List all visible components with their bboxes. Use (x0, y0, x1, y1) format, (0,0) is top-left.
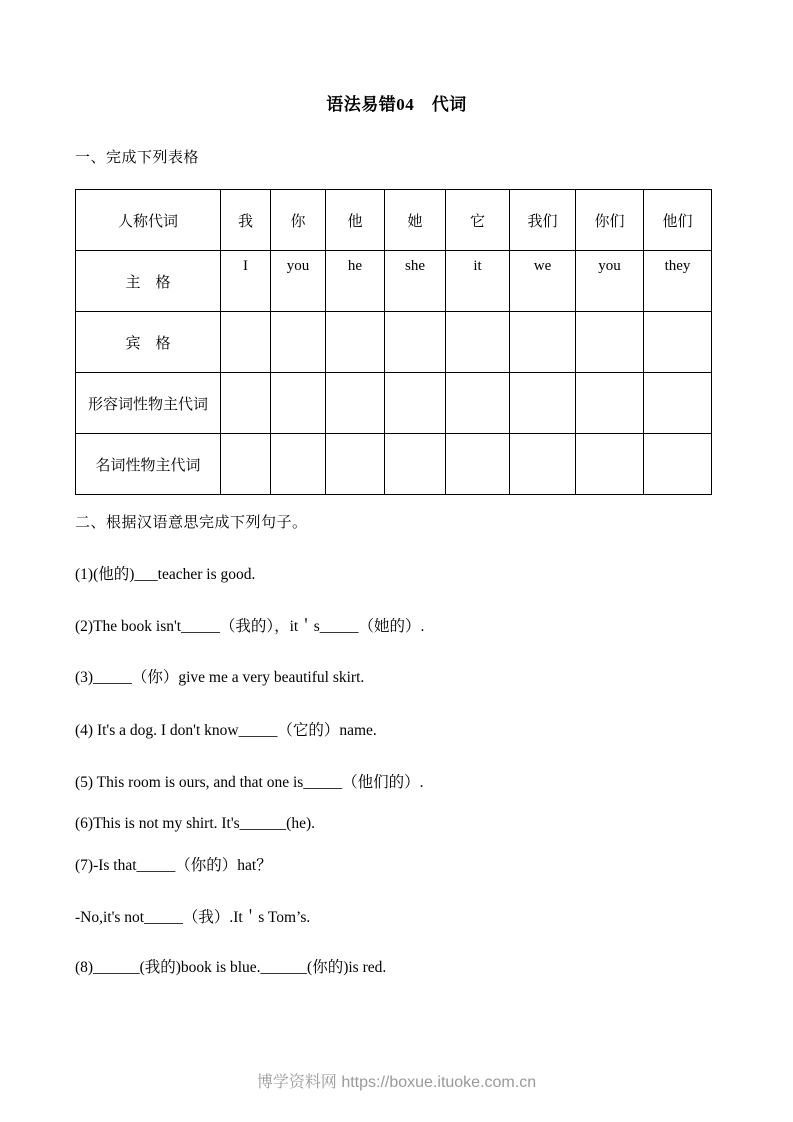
pronoun-table-body (76, 190, 712, 495)
question-line: (2)The book isn't_____（我的），it＇s_____（她的）. (75, 618, 425, 635)
page-title: 语法易错04 代词 (326, 95, 467, 114)
table-cell (510, 312, 576, 373)
table-cell (446, 434, 510, 495)
table-row (76, 251, 712, 312)
table-cell: she (385, 251, 446, 312)
table-cell (510, 434, 576, 495)
row-label-cell: 宾 格 (76, 312, 221, 373)
section-two-heading: 二、根据汉语意思完成下列句子。 (75, 514, 308, 531)
question-line: (1)(他的)___teacher is good. (75, 566, 256, 583)
header-cell-pronoun: 他 (326, 190, 385, 251)
table-cell (221, 434, 271, 495)
table-cell (326, 434, 385, 495)
table-cell (510, 373, 576, 434)
row-label-cell: 主 格 (76, 251, 221, 312)
table-cell (644, 312, 712, 373)
table-cell (326, 373, 385, 434)
table-cell (576, 312, 644, 373)
table-cell (385, 373, 446, 434)
table-cell (576, 434, 644, 495)
question-line: (6)This is not my shirt. It's______(he). (75, 815, 316, 832)
table-cell (644, 373, 712, 434)
table-cell (446, 312, 510, 373)
table-row (76, 312, 712, 373)
header-cell-pronoun: 你们 (576, 190, 644, 251)
header-cell-pronoun: 她 (385, 190, 446, 251)
table-cell (446, 373, 510, 434)
pronoun-table (75, 189, 712, 495)
table-cell (644, 434, 712, 495)
section-one-heading: 一、完成下列表格 (75, 149, 200, 166)
table-cell: they (644, 251, 712, 312)
row-label-cell: 形容词性物主代词 (76, 373, 221, 434)
table-header-row (76, 190, 712, 251)
table-cell: it (446, 251, 510, 312)
header-cell-pronoun: 他们 (644, 190, 712, 251)
table-cell (221, 312, 271, 373)
header-cell-pronoun: 我们 (510, 190, 576, 251)
table-cell (271, 312, 326, 373)
row-label-cell: 名词性物主代词 (76, 434, 221, 495)
header-cell-pronoun: 你 (271, 190, 326, 251)
header-cell-pronoun: 我 (221, 190, 271, 251)
question-line: (7)-Is that_____（你的）hat？ (75, 857, 272, 874)
question-line: (4) It's a dog. I don't know_____（它的）name. (75, 722, 377, 739)
table-cell: you (271, 251, 326, 312)
table-cell: I (221, 251, 271, 312)
header-cell-pronoun: 它 (446, 190, 510, 251)
question-line: (5) This room is ours, and that one is_____（他们的）. (75, 774, 424, 791)
table-cell (576, 373, 644, 434)
table-cell (385, 312, 446, 373)
table-cell: we (510, 251, 576, 312)
question-line: (3)_____（你）give me a very beautiful skirt. (75, 669, 365, 686)
table-cell (271, 434, 326, 495)
footer-watermark: 博学资料网 https://boxue.ituoke.com.cn (256, 1074, 537, 1091)
table-cell (326, 312, 385, 373)
table-row (76, 373, 712, 434)
table-row (76, 434, 712, 495)
table-cell (385, 434, 446, 495)
table-cell: you (576, 251, 644, 312)
question-line: (8)______(我的)book is blue.______(你的)is red. (75, 959, 387, 976)
header-cell-row-label: 人称代词 (76, 190, 221, 251)
table-cell (221, 373, 271, 434)
table-cell: he (326, 251, 385, 312)
table-cell (271, 373, 326, 434)
question-line: -No,it's not_____（我）.It＇s Tom’s. (75, 909, 311, 926)
